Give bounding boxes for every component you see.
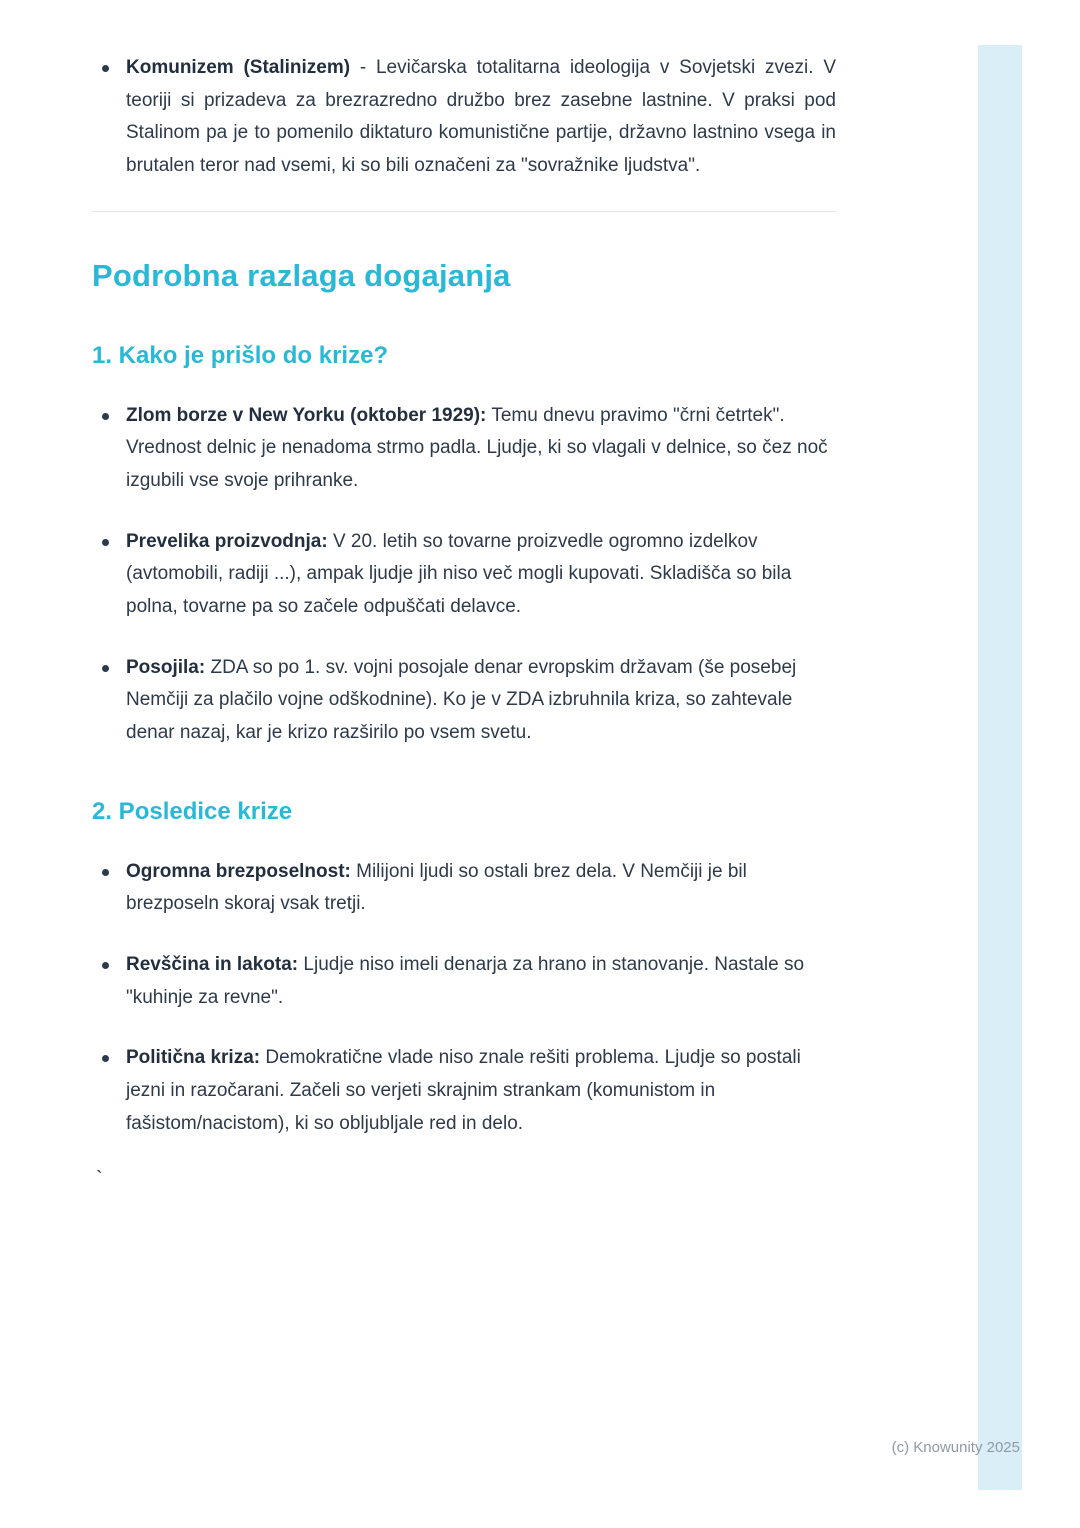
bullet-list-causes: [92, 400, 836, 750]
section-heading-1: 1. Kako je prišlo do krize?: [92, 341, 389, 369]
list-item: [92, 856, 836, 921]
list-item: [92, 52, 836, 183]
bullet-text: Temu dnevu pravimo "črni četrtek". Vrednost delnic je nenadoma strmo padla. Ljudje, ki so vlagali v delnice, so čez noč izgubili vse svoje prihranke.: [126, 404, 828, 492]
list-item: [92, 400, 836, 498]
section-divider: [92, 211, 836, 212]
page-title: Podrobna razlaga dogajanja: [92, 257, 511, 293]
bullet-term: Politična kriza:: [126, 1047, 261, 1069]
stray-character: `: [96, 1168, 103, 1191]
bullet-text: - Levičarska totalitarna ideologija v Sovjetski zvezi. V teoriji si prizadeva za brezrazredno družbo brez zasebne lastnine. V praksi pod Stalinom pa je to pomenilo diktaturo komunistične partije, državno lastnino vsega in brutalen teror nad vsemi, ki so bili označeni za "sovražnike ljudstva".: [126, 57, 837, 177]
bullet-term: Prevelika proizvodnja:: [126, 530, 328, 552]
intro-bullet-list: [92, 52, 836, 183]
list-item: [92, 949, 836, 1014]
bullet-text: Milijoni ljudi so ostali brez dela. V Nemčiji je bil brezposeln skoraj vsak tretji.: [126, 860, 747, 915]
bullet-term: Komunizem (Stalinizem): [126, 57, 351, 78]
bullet-term: Posojila:: [126, 656, 206, 678]
list-item: [92, 652, 836, 750]
bullet-text: Demokratične vlade niso znale rešiti problema. Ljudje so postali jezni in razočarani. Začeli so verjeti skrajnim strankam (komunistom in fašistom/nacistom), ki so obljubljale red in delo.: [126, 1047, 801, 1134]
list-item: [92, 1042, 836, 1140]
bullet-term: Revščina in lakota:: [126, 954, 299, 976]
bullet-term: Zlom borze v New Yorku (oktober 1929):: [126, 404, 487, 426]
copyright: (c) Knowunity 2025: [891, 1439, 1020, 1456]
bullet-list-consequences: [92, 856, 836, 1141]
list-item: [92, 526, 836, 624]
bullet-text: Ljudje niso imeli denarja za hrano in stanovanje. Nastale so "kuhinje za revne".: [126, 954, 805, 1008]
bullet-term: Ogromna brezposelnost:: [126, 860, 351, 882]
decorative-side-stripe: [978, 45, 1022, 1490]
bullet-text: ZDA so po 1. sv. vojni posojale denar evropskim državam (še posebej Nemčiji za plačilo vojne odškodnine). Ko je v ZDA izbruhnila kriza, so zahtevale denar nazaj, kar je krizo razširilo po vsem svetu.: [126, 656, 797, 744]
section-heading-2: 2. Posledice krize: [92, 797, 293, 825]
bullet-text: V 20. letih so tovarne proizvedle ogromno izdelkov (avtomobili, radiji ...), ampak ljudje jih niso več mogli kupovati. Skladišča so bila polna, tovarne pa so začele odpuščati delavce.: [126, 530, 792, 618]
